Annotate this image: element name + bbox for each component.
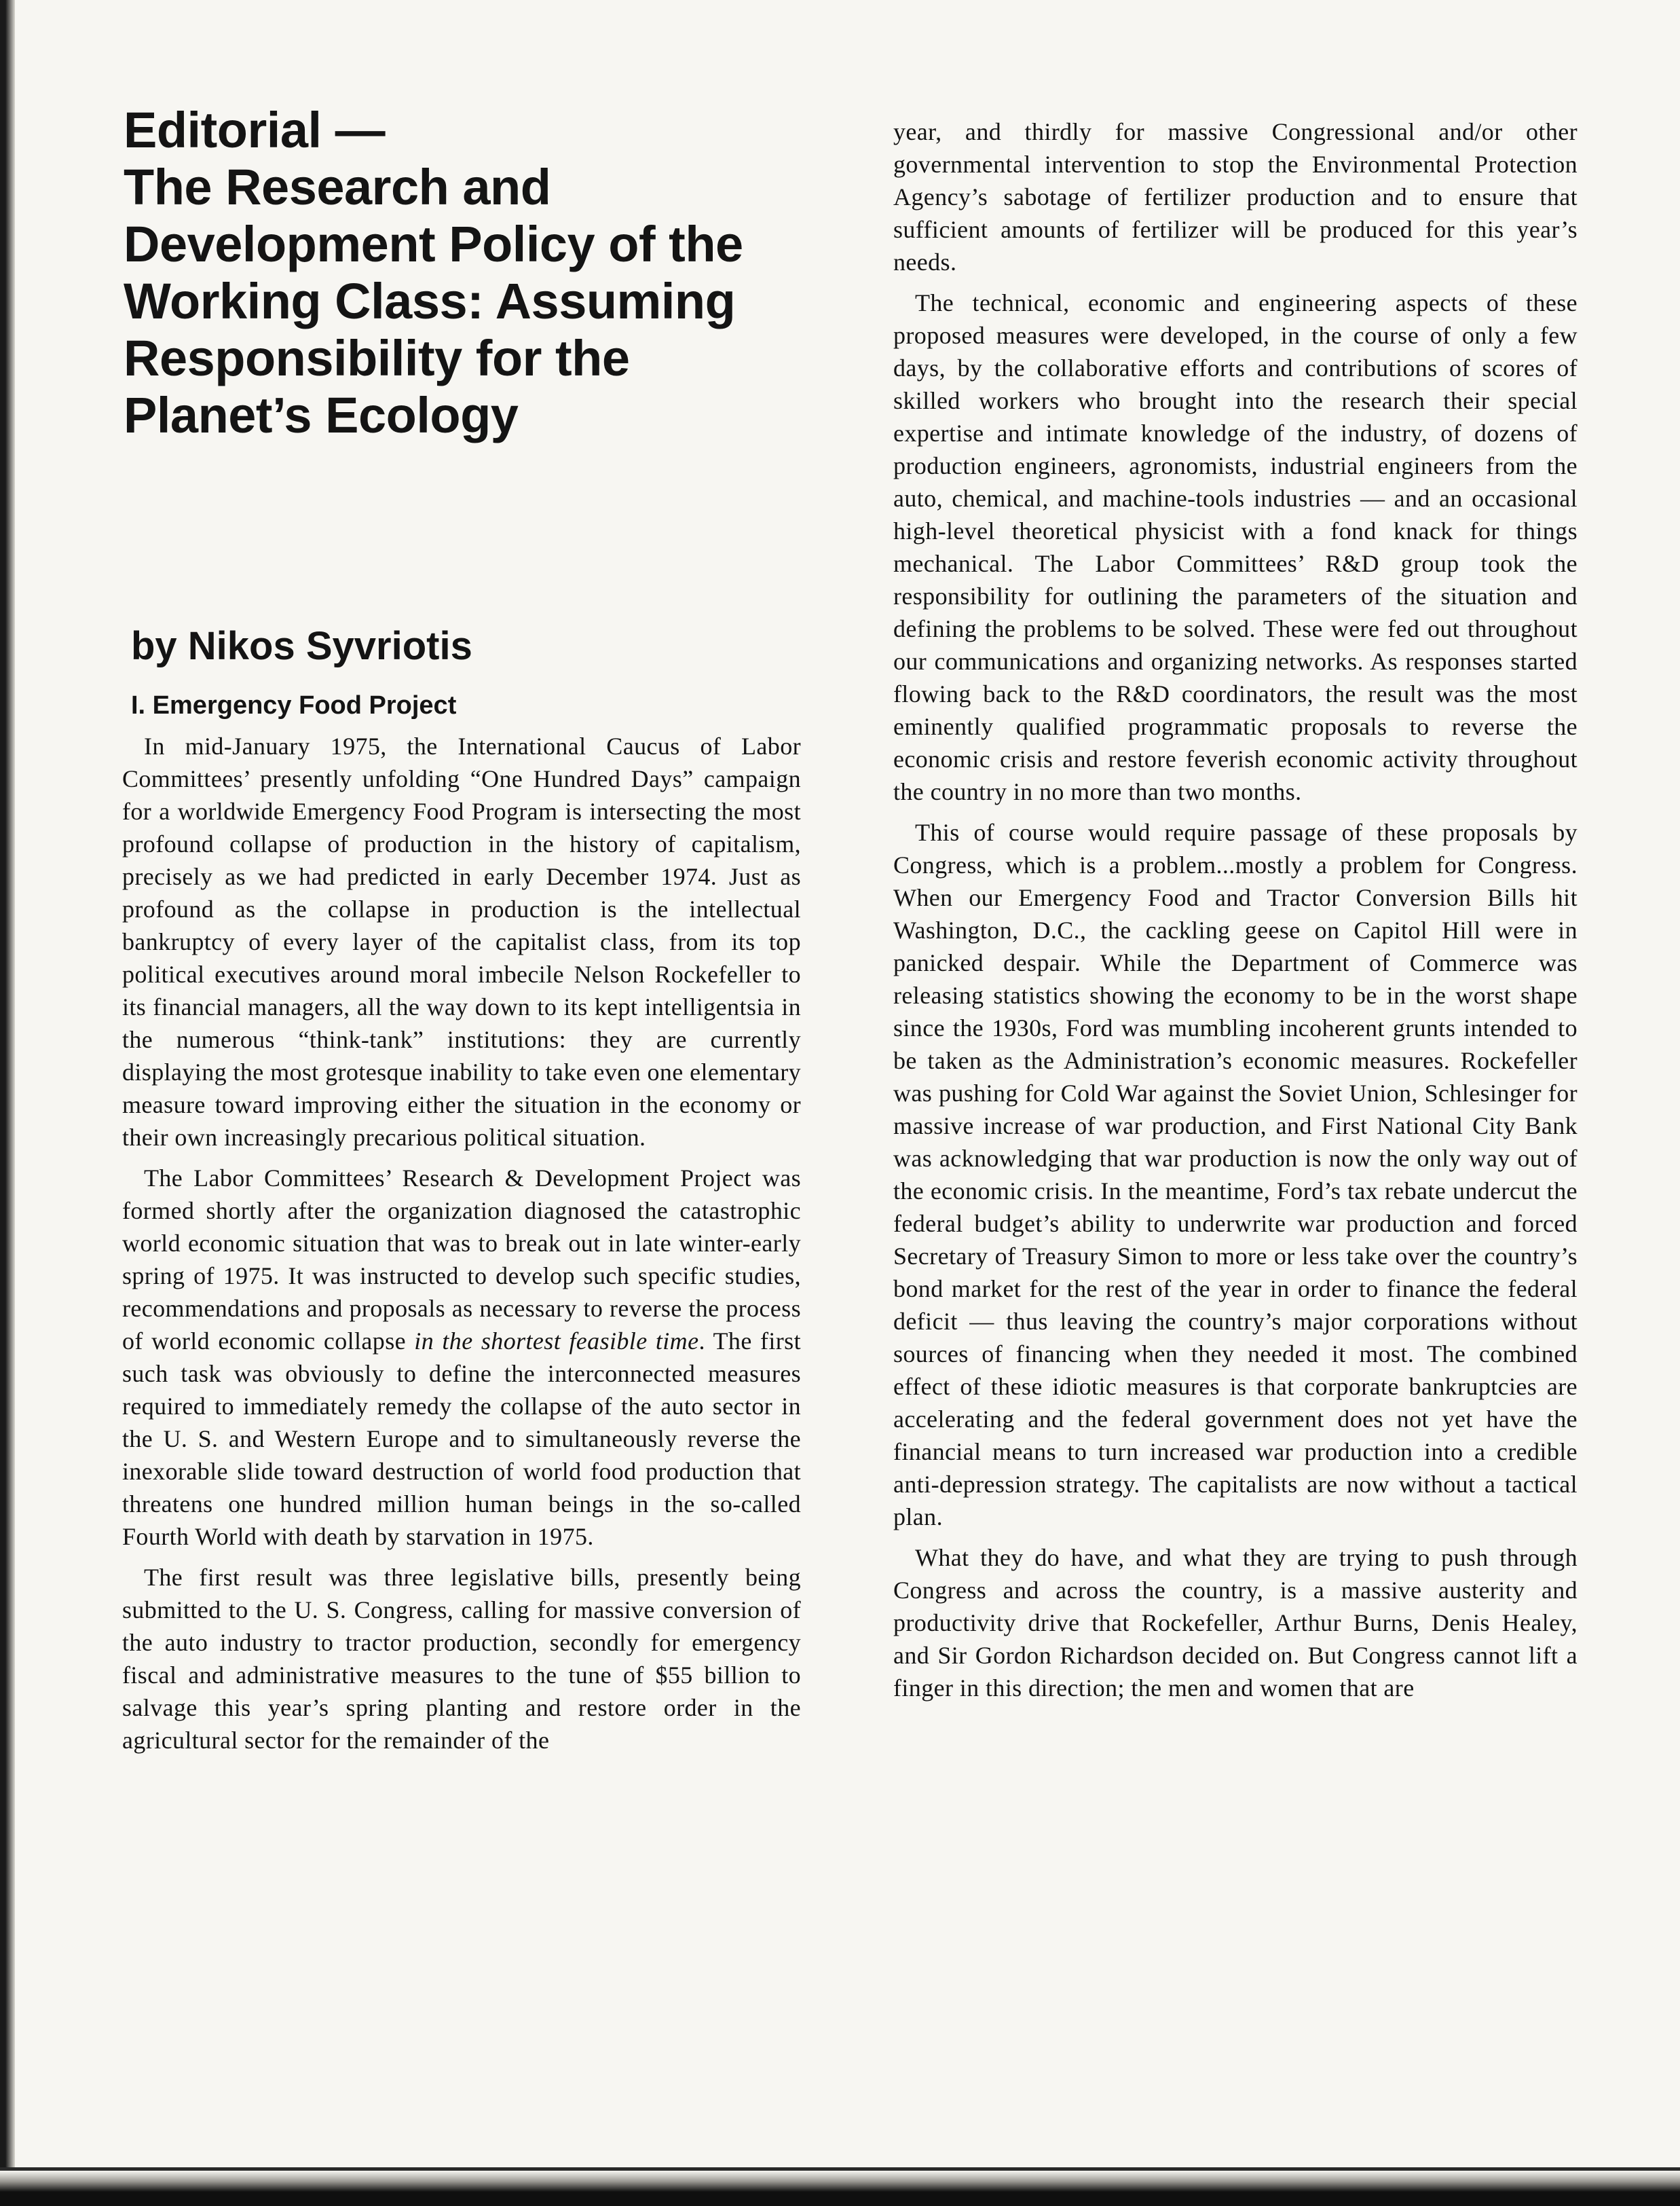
section-heading: I. Emergency Food Project [131, 691, 457, 720]
paragraph [122, 1162, 801, 1553]
paragraph: The first result was three legislative bills, presently being submitted to the U. S. Congress, calling for massive conversion of the auto industry to tractor production, secondly for emergency fiscal and administrative measures to the tune of $55 billion to salvage this year’s spring planting and restore order in the agricultural sector for the remainder of the [122, 1564, 801, 1754]
title-line: Responsibility for the [124, 330, 630, 386]
body-column-left [122, 730, 801, 1765]
paragraph-continued: year, and thirdly for massive Congressional and/or other governmental intervention to stop the Environmental Protection Agency’s sabotage of fertilizer production and to ensure that sufficient amounts of fertilizer will be produced for this year’s needs. [893, 118, 1578, 276]
scan-page-edge-bottom [0, 2171, 1680, 2206]
paragraph: This of course would require passage of these proposals by Congress, which is a problem...mostly a problem for Congress. When our Emergency Food and Tractor Conversion Bills hit Washington, D.C., the cackling geese on Capitol Hill were in panicked despair. While the Department of Commerce was releasing statistics showing the economy to be in the worst shape since the 1930s, Ford was mumbling incoherent grunts intended to be taken as the Administration’s economic measures. Rockefeller was pushing for Cold War against the Soviet Union, Schlesinger for massive increase of war production, and First National City Bank was acknowledging that war production is now the only way out of the economic crisis. In the meantime, Ford’s tax rebate undercut the federal budget’s ability to underwrite war production and forced Secretary of Treasury Simon to more or less take over the country’s bond market for the rest of the year in order to finance the federal deficit — thus leaving the country’s major corporations without sources of financing when they needed it most. The combined effect of these idiotic measures is that corporate bankruptcies are accelerating and the federal government does not yet have the financial means to turn increased war production into a credible anti-depression strategy. The capitalists are now without a tactical plan. [893, 819, 1578, 1530]
title-line: The Research and [124, 159, 551, 215]
byline: by Nikos Syvriotis [131, 624, 472, 668]
title-line: Editorial — [124, 102, 386, 158]
body-column-right [893, 115, 1578, 1712]
paragraph: What they do have, and what they are trying to push through Congress and across the country, is a massive austerity and productivity drive that Rockefeller, Arthur Burns, Denis Healey, and Sir Gordon Richardson decided on. But Congress cannot lift a finger in this direction; the men and women that are [893, 1544, 1578, 1702]
paragraph: The technical, economic and engineering aspects of these proposed measures were developed, in the course of only a few days, by the collaborative efforts and contributions of scores of skilled workers who brought into the research their special expertise and intimate knowledge of the industry, of dozens of production engineers, agronomists, industrial engineers from the auto, chemical, and machine-tools industries — and an occasional high-level theoretical physicist with a fond knack for things mechanical. The Labor Committees’ R&D group took the responsibility for outlining the parameters of the situation and defining the problems to be solved. These were fed out throughout our communications and organizing networks. As responses started flowing back to the R&D coordinators, the result was the most eminently qualified programmatic proposals to reverse the economic crisis and restore feverish economic activity throughout the country in no more than two months. [893, 289, 1578, 805]
italic-emphasis: in the shortest feasible time [414, 1327, 699, 1355]
article-title [124, 102, 802, 444]
title-line: Development Policy of the [124, 216, 743, 272]
title-line: Working Class: Assuming [124, 273, 736, 329]
article-title-block [124, 102, 802, 444]
title-line: Planet’s Ecology [124, 387, 519, 443]
paragraph-text: . The first such task was obviously to define the interconnected measures required to immediately remedy the collapse of the auto sector in the U. S. and Western Europe and to simultaneously reverse the inexorable slide toward destruction of world food production that threatens one hundred million human beings in the so-called Fourth World with death by starvation in 1975. [122, 1327, 801, 1550]
scan-page-edge-left [0, 0, 15, 2206]
paragraph: In mid-January 1975, the International Caucus of Labor Committees’ presently unfolding “One Hundred Days” campaign for a worldwide Emergency Food Program is intersecting the most profound collapse of production in the history of capitalism, precisely as we had predicted in early December 1974. Just as profound as the collapse in production is the intellectual bankruptcy of every layer of the capitalist class, from its top political executives around moral imbecile Nelson Rockefeller to its financial managers, all the way down to its kept intelligentsia in the numerous “think-tank” institutions: they are currently displaying the most grotesque inability to take even one elementary measure toward improving either the situation in the economy or their own increasingly precarious political situation. [122, 733, 801, 1151]
paragraph-text: The Labor Committees’ Research & Development Project was formed shortly after the organization diagnosed the catastrophic world economic situation that was to break out in late winter-early spring of 1975. It was instructed to develop such specific studies, recommendations and proposals as necessary to reverse the process of world economic collapse [122, 1164, 801, 1355]
